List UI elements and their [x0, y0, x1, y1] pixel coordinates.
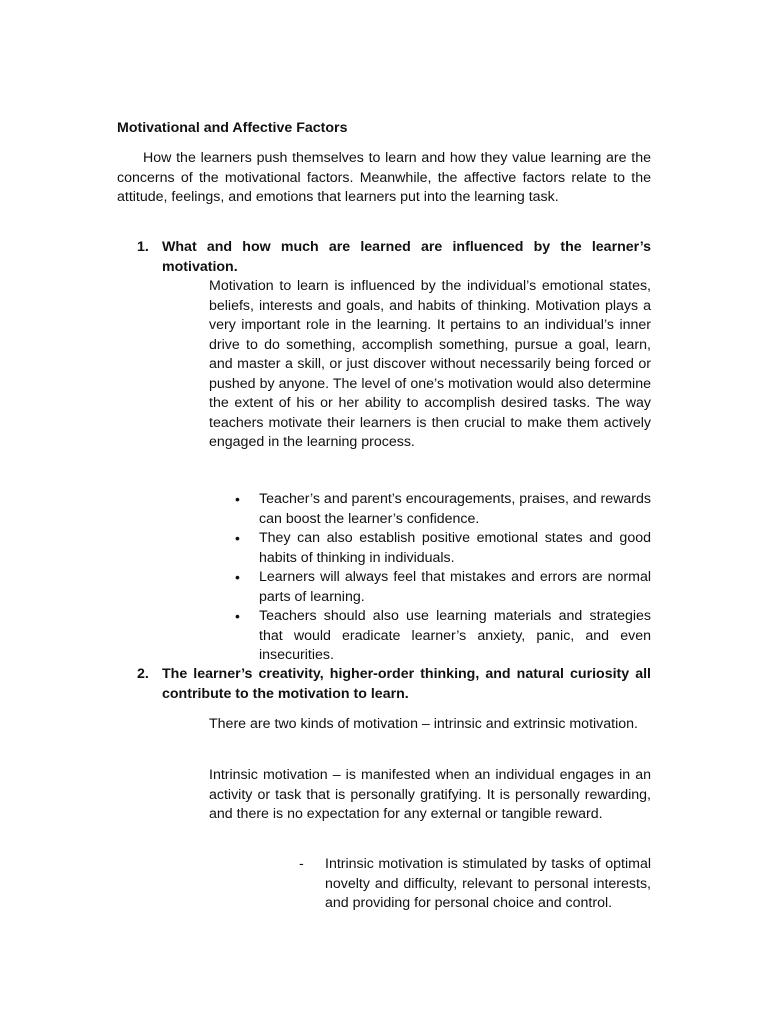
numbered-item-1: [117, 238, 651, 277]
dash-item-text: Intrinsic motivation is stimulated by tasks of optimal novelty and difficulty, relevant to personal interests, and providing for personal choice and control.: [325, 856, 651, 911]
dash-list-item: [299, 855, 651, 914]
list-item: • Teacher’s and parent’s encouragements, praises, and rewards can boost the learner’s confidence.: [235, 491, 651, 527]
item-question: What and how much are learned are influenced by the learner’s motivation.: [162, 239, 651, 275]
item2-paragraph-2: Intrinsic motivation – is manifested when an individual engages in an activity or task that is personally gratifying. It is personally rewarding, and there is no expectation for any external or tangible reward.: [209, 767, 651, 822]
intro-paragraph: How the learners push themselves to learn and how they value learning are the concerns of the motivational factors. Meanwhile, the affective factors relate to the attitude, feelings, and emotions that learners put into the learning task.: [117, 150, 651, 205]
item2-paragraph-1: There are two kinds of motivation – intrinsic and extrinsic motivation.: [209, 716, 638, 732]
item-number: 2.: [137, 666, 149, 682]
dash-marker: -: [299, 856, 304, 872]
section-heading: Motivational and Affective Factors: [117, 120, 348, 136]
list-item: • Teachers should also use learning materials and strategies that would eradicate learner’s anxiety, panic, and even insecurities.: [235, 608, 651, 663]
bullet-list: [233, 490, 651, 666]
list-item: • Learners will always feel that mistakes and errors are normal parts of learning.: [235, 569, 651, 605]
bullet-icon: •: [235, 491, 240, 507]
item1-paragraph: Motivation to learn is influenced by the individual’s emotional states, beliefs, interests and goals, and habits of thinking. Motivation plays a very important role in the learning. It pertains to an individual’s inner drive to do something, accomplish something, pursue a goal, learn, and master a skill, or just discover without necessarily being forced or pushed by anyone. The level of one’s motivation would also determine the extent of his or her ability to accomplish desired tasks. The way teachers motivate their learners is then crucial to make them actively engaged in the learning process.: [209, 278, 651, 450]
item-number: 1.: [137, 239, 149, 255]
bullet-icon: •: [235, 569, 240, 585]
list-item: • They can also establish positive emotional states and good habits of thinking in individuals.: [235, 530, 651, 566]
bullet-icon: •: [235, 608, 240, 624]
bullet-icon: •: [235, 530, 240, 546]
item-question: The learner’s creativity, higher-order thinking, and natural curiosity all contribute to the motivation to learn.: [162, 666, 651, 702]
numbered-item-2: [117, 665, 651, 704]
